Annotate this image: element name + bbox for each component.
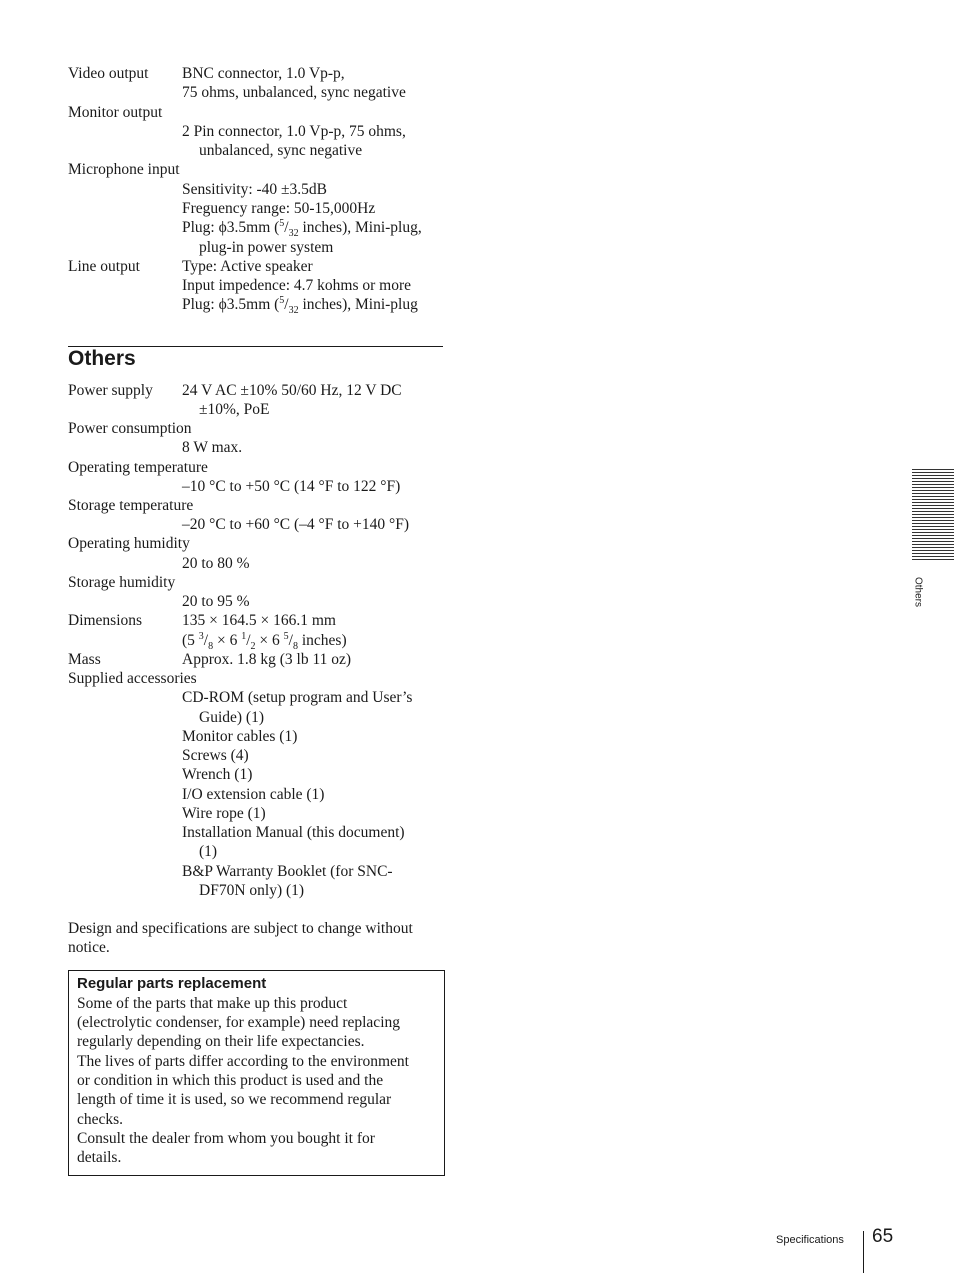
spec-label: Power supply bbox=[68, 382, 153, 399]
spec-label: Operating humidity bbox=[68, 535, 190, 552]
spec-label: Supplied accessories bbox=[68, 670, 197, 687]
plug-text: Plug: ϕ3.5mm ( bbox=[182, 219, 280, 236]
spec-value: –10 °C to +50 °C (14 °F to 122 °F) bbox=[182, 478, 401, 495]
dim-text: (5 bbox=[182, 632, 199, 649]
box-title: Regular parts replacement bbox=[77, 975, 267, 992]
spec-value: Wire rope (1) bbox=[182, 805, 266, 822]
spec-label: Line output bbox=[68, 258, 140, 275]
section-tab-marker bbox=[912, 469, 954, 561]
fraction-denominator: 2 bbox=[250, 641, 256, 653]
spec-value: Freguency range: 50-15,000Hz bbox=[182, 200, 376, 217]
spec-label: Mass bbox=[68, 651, 101, 668]
spec-value-plug: Plug: ϕ3.5mm ($^5/_{32}$ inches), Mini-plug, bbox=[182, 217, 422, 240]
spec-value: 75 ohms, unbalanced, sync negative bbox=[182, 84, 406, 101]
spec-value: ±10%, PoE bbox=[199, 401, 270, 418]
spec-value: Guide) (1) bbox=[199, 709, 264, 726]
dim-text: × 6 bbox=[255, 632, 284, 649]
box-line: The lives of parts differ according to the environment bbox=[77, 1053, 409, 1070]
fraction-denominator: 8 bbox=[292, 641, 298, 653]
spec-value: 20 to 80 % bbox=[182, 555, 250, 572]
spec-value: plug-in power system bbox=[199, 239, 334, 256]
spec-value: 2 Pin connector, 1.0 Vp-p, 75 ohms, bbox=[182, 123, 406, 140]
side-tab-label: Others bbox=[912, 576, 924, 608]
spec-change-notice bbox=[68, 919, 448, 958]
spec-value: 20 to 95 % bbox=[182, 593, 250, 610]
footer-divider bbox=[863, 1231, 864, 1273]
box-line: checks. bbox=[77, 1111, 124, 1128]
dim-text: × 6 bbox=[213, 632, 242, 649]
box-line: Consult the dealer from whom you bought it for bbox=[77, 1130, 375, 1147]
spec-value: Type: Active speaker bbox=[182, 258, 313, 275]
fraction-numerator: 5 bbox=[283, 630, 289, 642]
box-line: length of time it is used, so we recommend regular bbox=[77, 1091, 392, 1108]
spec-value: I/O extension cable (1) bbox=[182, 786, 325, 803]
spec-label: Storage humidity bbox=[68, 574, 176, 591]
spec-value: Input impedence: 4.7 kohms or more bbox=[182, 277, 412, 294]
footer-section-label: Specifications bbox=[776, 1234, 844, 1246]
spec-value-inches: (5 $^3/_8 \times 6$ $^1/_2 \times 6$ $^5/_8$ inches) bbox=[182, 630, 347, 653]
notice-line: Design and specifications are subject to change without bbox=[68, 920, 413, 937]
fraction-denominator: 32 bbox=[288, 228, 299, 240]
spec-label: Power consumption bbox=[68, 420, 192, 437]
spec-label: Video output bbox=[68, 65, 149, 82]
spec-value: DF70N only) (1) bbox=[199, 882, 305, 899]
spec-label: Microphone input bbox=[68, 161, 180, 178]
spec-value: 24 V AC ±10% 50/60 Hz, 12 V DC bbox=[182, 382, 402, 399]
spec-label: Dimensions bbox=[68, 612, 143, 629]
spec-value: 135 × 164.5 × 166.1 mm bbox=[182, 612, 336, 629]
spec-value: Screws (4) bbox=[182, 747, 249, 764]
spec-value: Monitor cables (1) bbox=[182, 728, 298, 745]
box-line: details. bbox=[77, 1149, 122, 1166]
fraction-numerator: 5 bbox=[279, 294, 285, 306]
spec-value-plug: Plug: ϕ3.5mm ($^5/_{32}$ inches), Mini-plug bbox=[182, 294, 418, 317]
fraction-denominator: 32 bbox=[288, 305, 299, 317]
parts-replacement-box bbox=[68, 970, 445, 1176]
spec-label: Storage temperature bbox=[68, 497, 194, 514]
fraction-numerator: 1 bbox=[241, 630, 247, 642]
box-line: (electrolytic condenser, for example) need replacing bbox=[77, 1014, 400, 1031]
box-line: or condition in which this product is used and the bbox=[77, 1072, 384, 1089]
box-line: regularly depending on their life expectancies. bbox=[77, 1033, 365, 1050]
spec-value: (1) bbox=[199, 843, 218, 860]
dim-text: inches) bbox=[297, 632, 347, 649]
spec-value: –20 °C to +60 °C (–4 °F to +140 °F) bbox=[182, 516, 410, 533]
spec-value: 8 W max. bbox=[182, 439, 243, 456]
spec-value: Sensitivity: -40 ±3.5dB bbox=[182, 181, 328, 198]
spec-value: B&P Warranty Booklet (for SNC- bbox=[182, 863, 393, 880]
spec-value: Installation Manual (this document) bbox=[182, 824, 405, 841]
fraction-denominator: 8 bbox=[208, 641, 214, 653]
spec-value: CD-ROM (setup program and User’s bbox=[182, 689, 413, 706]
spec-value: BNC connector, 1.0 Vp-p, bbox=[182, 65, 345, 82]
box-line: Some of the parts that make up this product bbox=[77, 995, 348, 1012]
fraction-numerator: 5 bbox=[279, 217, 285, 229]
plug-text: inches), Mini-plug, bbox=[298, 219, 422, 236]
fraction-numerator: 3 bbox=[198, 630, 204, 642]
spec-label: Operating temperature bbox=[68, 459, 208, 476]
spec-value: Wrench (1) bbox=[182, 766, 253, 783]
spec-label: Monitor output bbox=[68, 104, 163, 121]
notice-line: notice. bbox=[68, 939, 110, 957]
spec-value: Approx. 1.8 kg (3 lb 11 oz) bbox=[182, 651, 352, 668]
page-number: 65 bbox=[872, 1226, 894, 1247]
plug-text: Plug: ϕ3.5mm ( bbox=[182, 296, 280, 313]
plug-text: inches), Mini-plug bbox=[298, 296, 418, 313]
spec-value: unbalanced, sync negative bbox=[199, 142, 363, 159]
section-title: Others bbox=[68, 347, 136, 370]
